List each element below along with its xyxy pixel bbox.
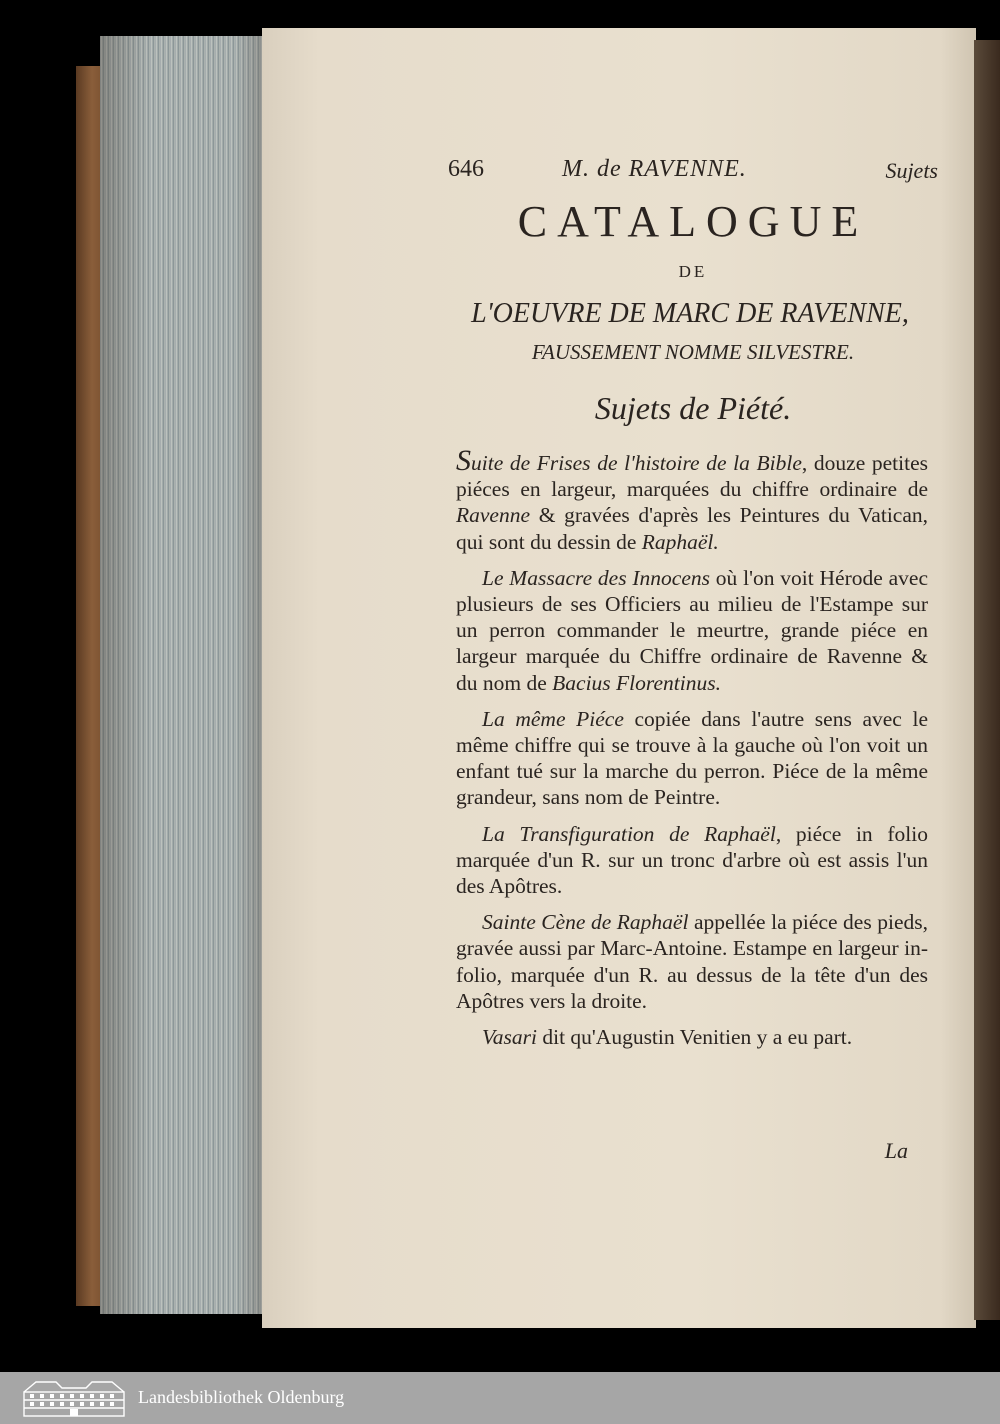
catalogue-entry: Suite de Frises de l'histoire de la Bible, douze petites piéces en largeur, marquées du chiffre ordinaire de Ravenne & gravées d'après les Peintures du Vatican, qui sont du dessin de Raphaël. — [456, 444, 928, 554]
library-name: Landesbibliothek Oldenburg — [138, 1387, 345, 1407]
initial-letter: S — [456, 444, 471, 477]
subtitle-alias: FAUSSEMENT NOMME SILVESTRE. — [531, 340, 855, 364]
library-building-icon — [22, 1378, 126, 1418]
catalogue-entry: Le Massacre des Innocens où l'on voit Hérode avec plusieurs de ses Officiers au milieu de l'Estampe sur un perron commander le meurtre, grande piéce en largeur marquée du Chiffre ordinaire de Ravenne & du nom de Bacius Florentinus. — [456, 565, 928, 695]
catalogue-entry: La même Piéce copiée dans l'autre sens avec le même chiffre qui se trouve à la gauche où l'on voit un enfant tué sur la marche du perron. Piéce de la même grandeur, sans nom de Peintre. — [456, 706, 928, 810]
library-footer — [0, 1372, 1000, 1424]
page-block-edges — [100, 36, 268, 1314]
section-heading: Sujets de Piété. — [594, 390, 792, 426]
title-connector: DE — [678, 262, 708, 281]
catalogue-entry: Vasari dit qu'Augustin Venitien y a eu part. — [482, 1025, 853, 1050]
page-title: CATALOGUE — [517, 197, 869, 246]
catalogue-body — [456, 444, 929, 1060]
facing-page-edge — [974, 40, 1000, 1320]
catalogue-entry: La Transfiguration de Raphaël, piéce in folio marquée d'un R. sur un tronc d'arbre où est assis l'un des Apôtres. — [456, 821, 929, 899]
footer-catchword: La — [884, 1138, 908, 1163]
running-header — [448, 156, 938, 192]
subtitle-work: L'OEUVRE DE MARC DE RAVENNE, — [471, 298, 909, 329]
catalogue-entry: Sainte Cène de Raphaël appellée la piéce des pieds, gravée aussi par Marc-Antoine. Estampe en largeur in-folio, marquée d'un R. au dessus de la tête d'un des Apôtres vers la droite. — [456, 910, 929, 1013]
running-title: M. de RAVENNE. — [562, 156, 747, 182]
header-catchword: Sujets — [885, 158, 938, 183]
page-number: 646 — [448, 156, 484, 182]
